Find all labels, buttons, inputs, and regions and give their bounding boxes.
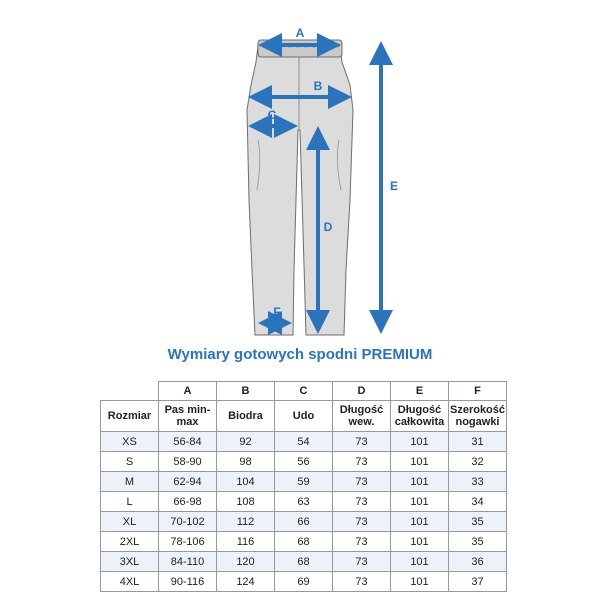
- table-cell: 90-116: [159, 572, 217, 592]
- table-cell: 37: [449, 572, 507, 592]
- leg-width-column-header: Szerokość nogawki: [449, 401, 507, 432]
- label-e: E: [389, 179, 399, 193]
- table-cell: 56: [275, 452, 333, 472]
- table-cell: 54: [275, 432, 333, 452]
- table-cell: 84-110: [159, 552, 217, 572]
- table-cell: 63: [275, 492, 333, 512]
- table-cell: 58-90: [159, 452, 217, 472]
- label-d: D: [323, 220, 333, 234]
- waist-column-header: Pas min-max: [159, 401, 217, 432]
- dimension-e-arrow: [381, 45, 398, 330]
- chart-title: Wymiary gotowych spodni PREMIUM: [167, 346, 433, 363]
- blank-corner-cell: [101, 382, 159, 401]
- table-cell: 35: [449, 532, 507, 552]
- letter-a-header: A: [159, 382, 217, 401]
- letter-header-row: [101, 382, 507, 401]
- table-cell: 4XL: [101, 572, 159, 592]
- table-cell: 120: [217, 552, 275, 572]
- label-b: B: [313, 79, 323, 93]
- table-cell: 73: [333, 472, 391, 492]
- table-cell: L: [101, 492, 159, 512]
- table-cell: 101: [391, 532, 449, 552]
- total-length-column-header: Długość całkowita: [391, 401, 449, 432]
- table-cell: 78-106: [159, 532, 217, 552]
- thigh-column-header: Udo: [275, 401, 333, 432]
- table-row: [101, 532, 507, 552]
- letter-b-header: B: [217, 382, 275, 401]
- table-cell: 101: [391, 552, 449, 572]
- table-row: [101, 432, 507, 452]
- table-cell: 35: [449, 512, 507, 532]
- table-cell: 69: [275, 572, 333, 592]
- table-cell: 101: [391, 452, 449, 472]
- table-cell: 34: [449, 492, 507, 512]
- inseam-column-header: Długość wew.: [333, 401, 391, 432]
- table-cell: 108: [217, 492, 275, 512]
- table-cell: 104: [217, 472, 275, 492]
- label-c: C: [267, 108, 277, 122]
- table-cell: 56-84: [159, 432, 217, 452]
- size-table: [100, 381, 507, 592]
- table-cell: 101: [391, 572, 449, 592]
- table-cell: 73: [333, 512, 391, 532]
- table-cell: 73: [333, 532, 391, 552]
- letter-d-header: D: [333, 382, 391, 401]
- table-cell: 59: [275, 472, 333, 492]
- table-cell: 124: [217, 572, 275, 592]
- table-cell: XL: [101, 512, 159, 532]
- table-cell: 73: [333, 552, 391, 572]
- table-cell: 36: [449, 552, 507, 572]
- hips-column-header: Biodra: [217, 401, 275, 432]
- table-cell: 73: [333, 572, 391, 592]
- table-cell: 73: [333, 452, 391, 472]
- table-cell: 101: [391, 492, 449, 512]
- table-cell: 68: [275, 552, 333, 572]
- table-cell: S: [101, 452, 159, 472]
- column-header-row: [101, 401, 507, 432]
- table-cell: 73: [333, 492, 391, 512]
- letter-f-header: F: [449, 382, 507, 401]
- table-row: [101, 452, 507, 472]
- letter-e-header: E: [391, 382, 449, 401]
- table-cell: 73: [333, 432, 391, 452]
- table-cell: 33: [449, 472, 507, 492]
- table-cell: 112: [217, 512, 275, 532]
- label-f: F: [273, 305, 281, 319]
- table-cell: 31: [449, 432, 507, 452]
- table-cell: 101: [391, 512, 449, 532]
- table-cell: 70-102: [159, 512, 217, 532]
- table-cell: XS: [101, 432, 159, 452]
- table-cell: 32: [449, 452, 507, 472]
- table-row: [101, 472, 507, 492]
- table-cell: 98: [217, 452, 275, 472]
- table-cell: 66-98: [159, 492, 217, 512]
- table-cell: 101: [391, 472, 449, 492]
- size-column-header: Rozmiar: [101, 401, 159, 432]
- label-a: A: [295, 26, 305, 40]
- table-cell: 3XL: [101, 552, 159, 572]
- letter-c-header: C: [275, 382, 333, 401]
- table-row: [101, 512, 507, 532]
- table-cell: 68: [275, 532, 333, 552]
- table-row: [101, 572, 507, 592]
- table-cell: M: [101, 472, 159, 492]
- table-cell: 66: [275, 512, 333, 532]
- table-cell: 2XL: [101, 532, 159, 552]
- table-cell: 92: [217, 432, 275, 452]
- trousers-illustration: [247, 40, 353, 335]
- table-cell: 116: [217, 532, 275, 552]
- table-row: [101, 492, 507, 512]
- table-cell: 101: [391, 432, 449, 452]
- table-row: [101, 552, 507, 572]
- table-cell: 62-94: [159, 472, 217, 492]
